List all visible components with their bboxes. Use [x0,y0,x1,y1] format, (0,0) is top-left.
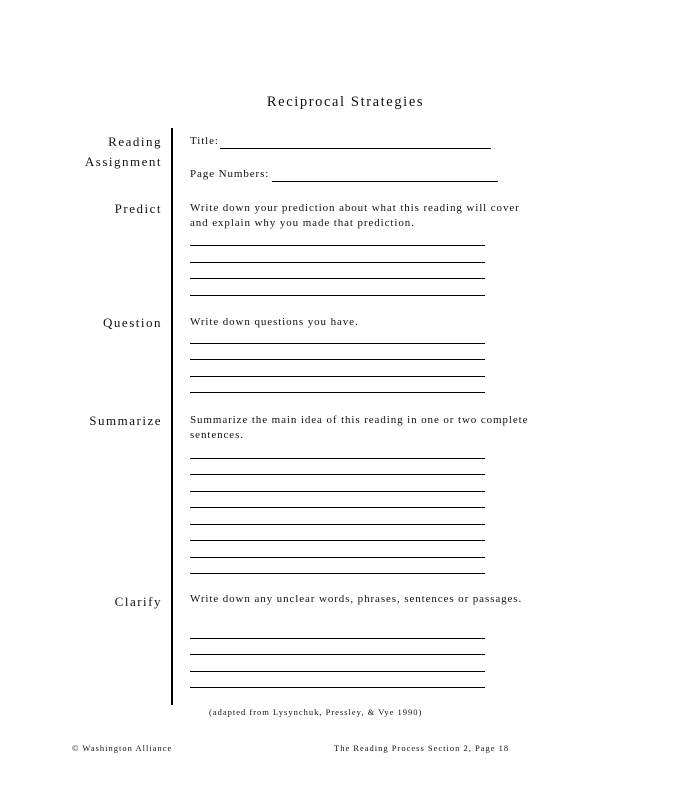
page-numbers-label: Page Numbers: [190,168,270,180]
question-answer-line[interactable] [190,376,485,377]
question-label: Question [103,315,162,330]
clarify-answer-line[interactable] [190,671,485,672]
summarize-answer-line[interactable] [190,474,485,475]
summarize-answer-line[interactable] [190,507,485,508]
summarize-answer-line[interactable] [190,557,485,558]
predict-label: Predict [114,201,162,216]
summarize-answer-line[interactable] [190,573,485,574]
predict-answer-line[interactable] [190,278,485,279]
title-field-line[interactable] [220,148,491,149]
question-answer-line[interactable] [190,359,485,360]
predict-answer-line[interactable] [190,245,485,246]
summarize-answer-line[interactable] [190,458,485,459]
predict-answer-line[interactable] [190,295,485,296]
citation: (adapted from Lysynchuk, Pressley, & Vye 1990) [209,707,423,717]
title-field-label: Title: [190,135,219,147]
question-instruction: Write down questions you have. [190,316,359,328]
predict-instruction-line2: and explain why you made that prediction. [190,217,415,229]
summarize-instruction-line2: sentences. [190,429,244,441]
page-numbers-row [190,167,269,182]
summarize-answer-line[interactable] [190,524,485,525]
title-field-row [190,134,219,149]
page-numbers-line[interactable] [272,181,498,182]
question-answer-line[interactable] [190,392,485,393]
footer-page-info: The Reading Process Section 2, Page 18 [334,743,510,753]
page-title: Reciprocal Strategies [266,94,425,110]
clarify-answer-line[interactable] [190,638,485,639]
summarize-instruction-line1: Summarize the main idea of this reading in one or two complete [190,414,529,426]
vertical-divider [171,128,173,705]
clarify-answer-line[interactable] [190,687,485,688]
reading-label-line2: Assignment [84,154,162,169]
predict-answer-line[interactable] [190,262,485,263]
summarize-label: Summarize [89,413,162,428]
clarify-instruction: Write down any unclear words, phrases, sentences or passages. [190,593,523,605]
predict-instruction-line1: Write down your prediction about what this reading will cover [190,202,520,214]
reading-assignment-label [85,132,162,172]
footer-copyright: © Washington Alliance [72,743,173,753]
question-answer-line[interactable] [190,343,485,344]
summarize-answer-line[interactable] [190,540,485,541]
clarify-label: Clarify [114,594,162,609]
reading-label-line1: Reading [108,134,162,149]
clarify-answer-line[interactable] [190,654,485,655]
summarize-answer-line[interactable] [190,491,485,492]
